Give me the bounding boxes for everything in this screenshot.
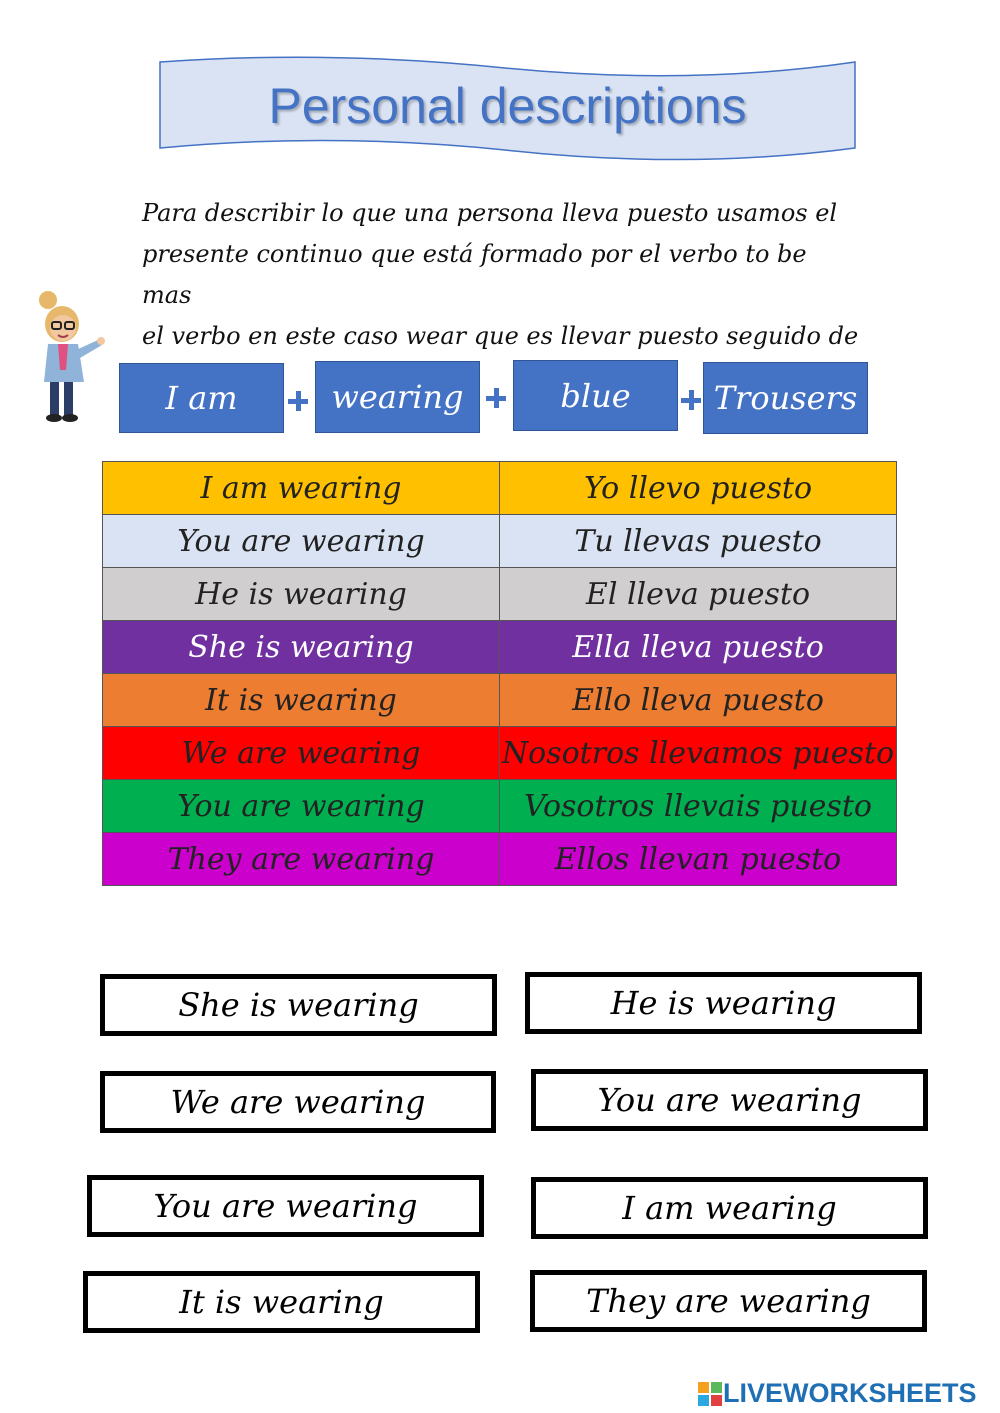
footer-brand: LIVEWORKSHEETS — [723, 1378, 977, 1408]
liveworksheets-icon — [697, 1381, 723, 1407]
english-phrase-cell: I am wearing — [103, 462, 500, 515]
table-row — [103, 462, 897, 515]
answer-box[interactable]: We are wearing — [100, 1071, 496, 1133]
english-phrase-cell: We are wearing — [103, 727, 500, 780]
answer-box[interactable]: You are wearing — [531, 1069, 928, 1131]
english-phrase-cell: He is wearing — [103, 568, 500, 621]
teacher-avatar-illustration — [30, 290, 110, 425]
english-phrase-cell: You are wearing — [103, 515, 500, 568]
formula-adjective: blue — [513, 360, 678, 431]
table-row — [103, 727, 897, 780]
table-row — [103, 674, 897, 727]
plus-icon — [288, 391, 308, 411]
spanish-phrase-cell: Tu llevas puesto — [500, 515, 897, 568]
table-row — [103, 833, 897, 886]
english-phrase-cell: They are wearing — [103, 833, 500, 886]
spanish-phrase-cell: Nosotros llevamos puesto — [500, 727, 897, 780]
intro-line: Para describir lo que una persona lleva puesto usamos el — [142, 199, 838, 227]
intro-line: presente continuo que está formado por el verbo to be mas — [142, 240, 807, 309]
answer-box[interactable]: You are wearing — [87, 1175, 484, 1237]
table-row — [103, 568, 897, 621]
plus-icon — [486, 388, 506, 408]
table-row — [103, 621, 897, 674]
answer-box[interactable]: He is wearing — [525, 972, 922, 1034]
spanish-phrase-cell: Yo llevo puesto — [500, 462, 897, 515]
answer-box[interactable]: It is wearing — [83, 1271, 480, 1333]
formula-noun: Trousers — [703, 362, 868, 434]
page-title: Personal descriptions — [268, 78, 747, 134]
answer-box[interactable]: They are wearing — [530, 1270, 927, 1332]
answer-box[interactable]: She is wearing — [100, 974, 497, 1036]
intro-line: el verbo en este caso wear que es llevar puesto seguido de — [142, 322, 859, 350]
english-phrase-cell: You are wearing — [103, 780, 500, 833]
spanish-phrase-cell: Ellos llevan puesto — [500, 833, 897, 886]
liveworksheets-logo — [697, 1378, 977, 1409]
english-phrase-cell: She is wearing — [103, 621, 500, 674]
formula-verb: wearing — [315, 361, 480, 433]
english-phrase-cell: It is wearing — [103, 674, 500, 727]
spanish-phrase-cell: Ella lleva puesto — [500, 621, 897, 674]
spanish-phrase-cell: Vosotros llevais puesto — [500, 780, 897, 833]
table-row — [103, 780, 897, 833]
conjugation-table — [102, 461, 897, 886]
spanish-phrase-cell: El lleva puesto — [500, 568, 897, 621]
plus-icon — [681, 390, 701, 410]
answer-box[interactable]: I am wearing — [531, 1177, 928, 1239]
formula-subject: I am — [119, 363, 284, 433]
table-row — [103, 515, 897, 568]
spanish-phrase-cell: Ello lleva puesto — [500, 674, 897, 727]
